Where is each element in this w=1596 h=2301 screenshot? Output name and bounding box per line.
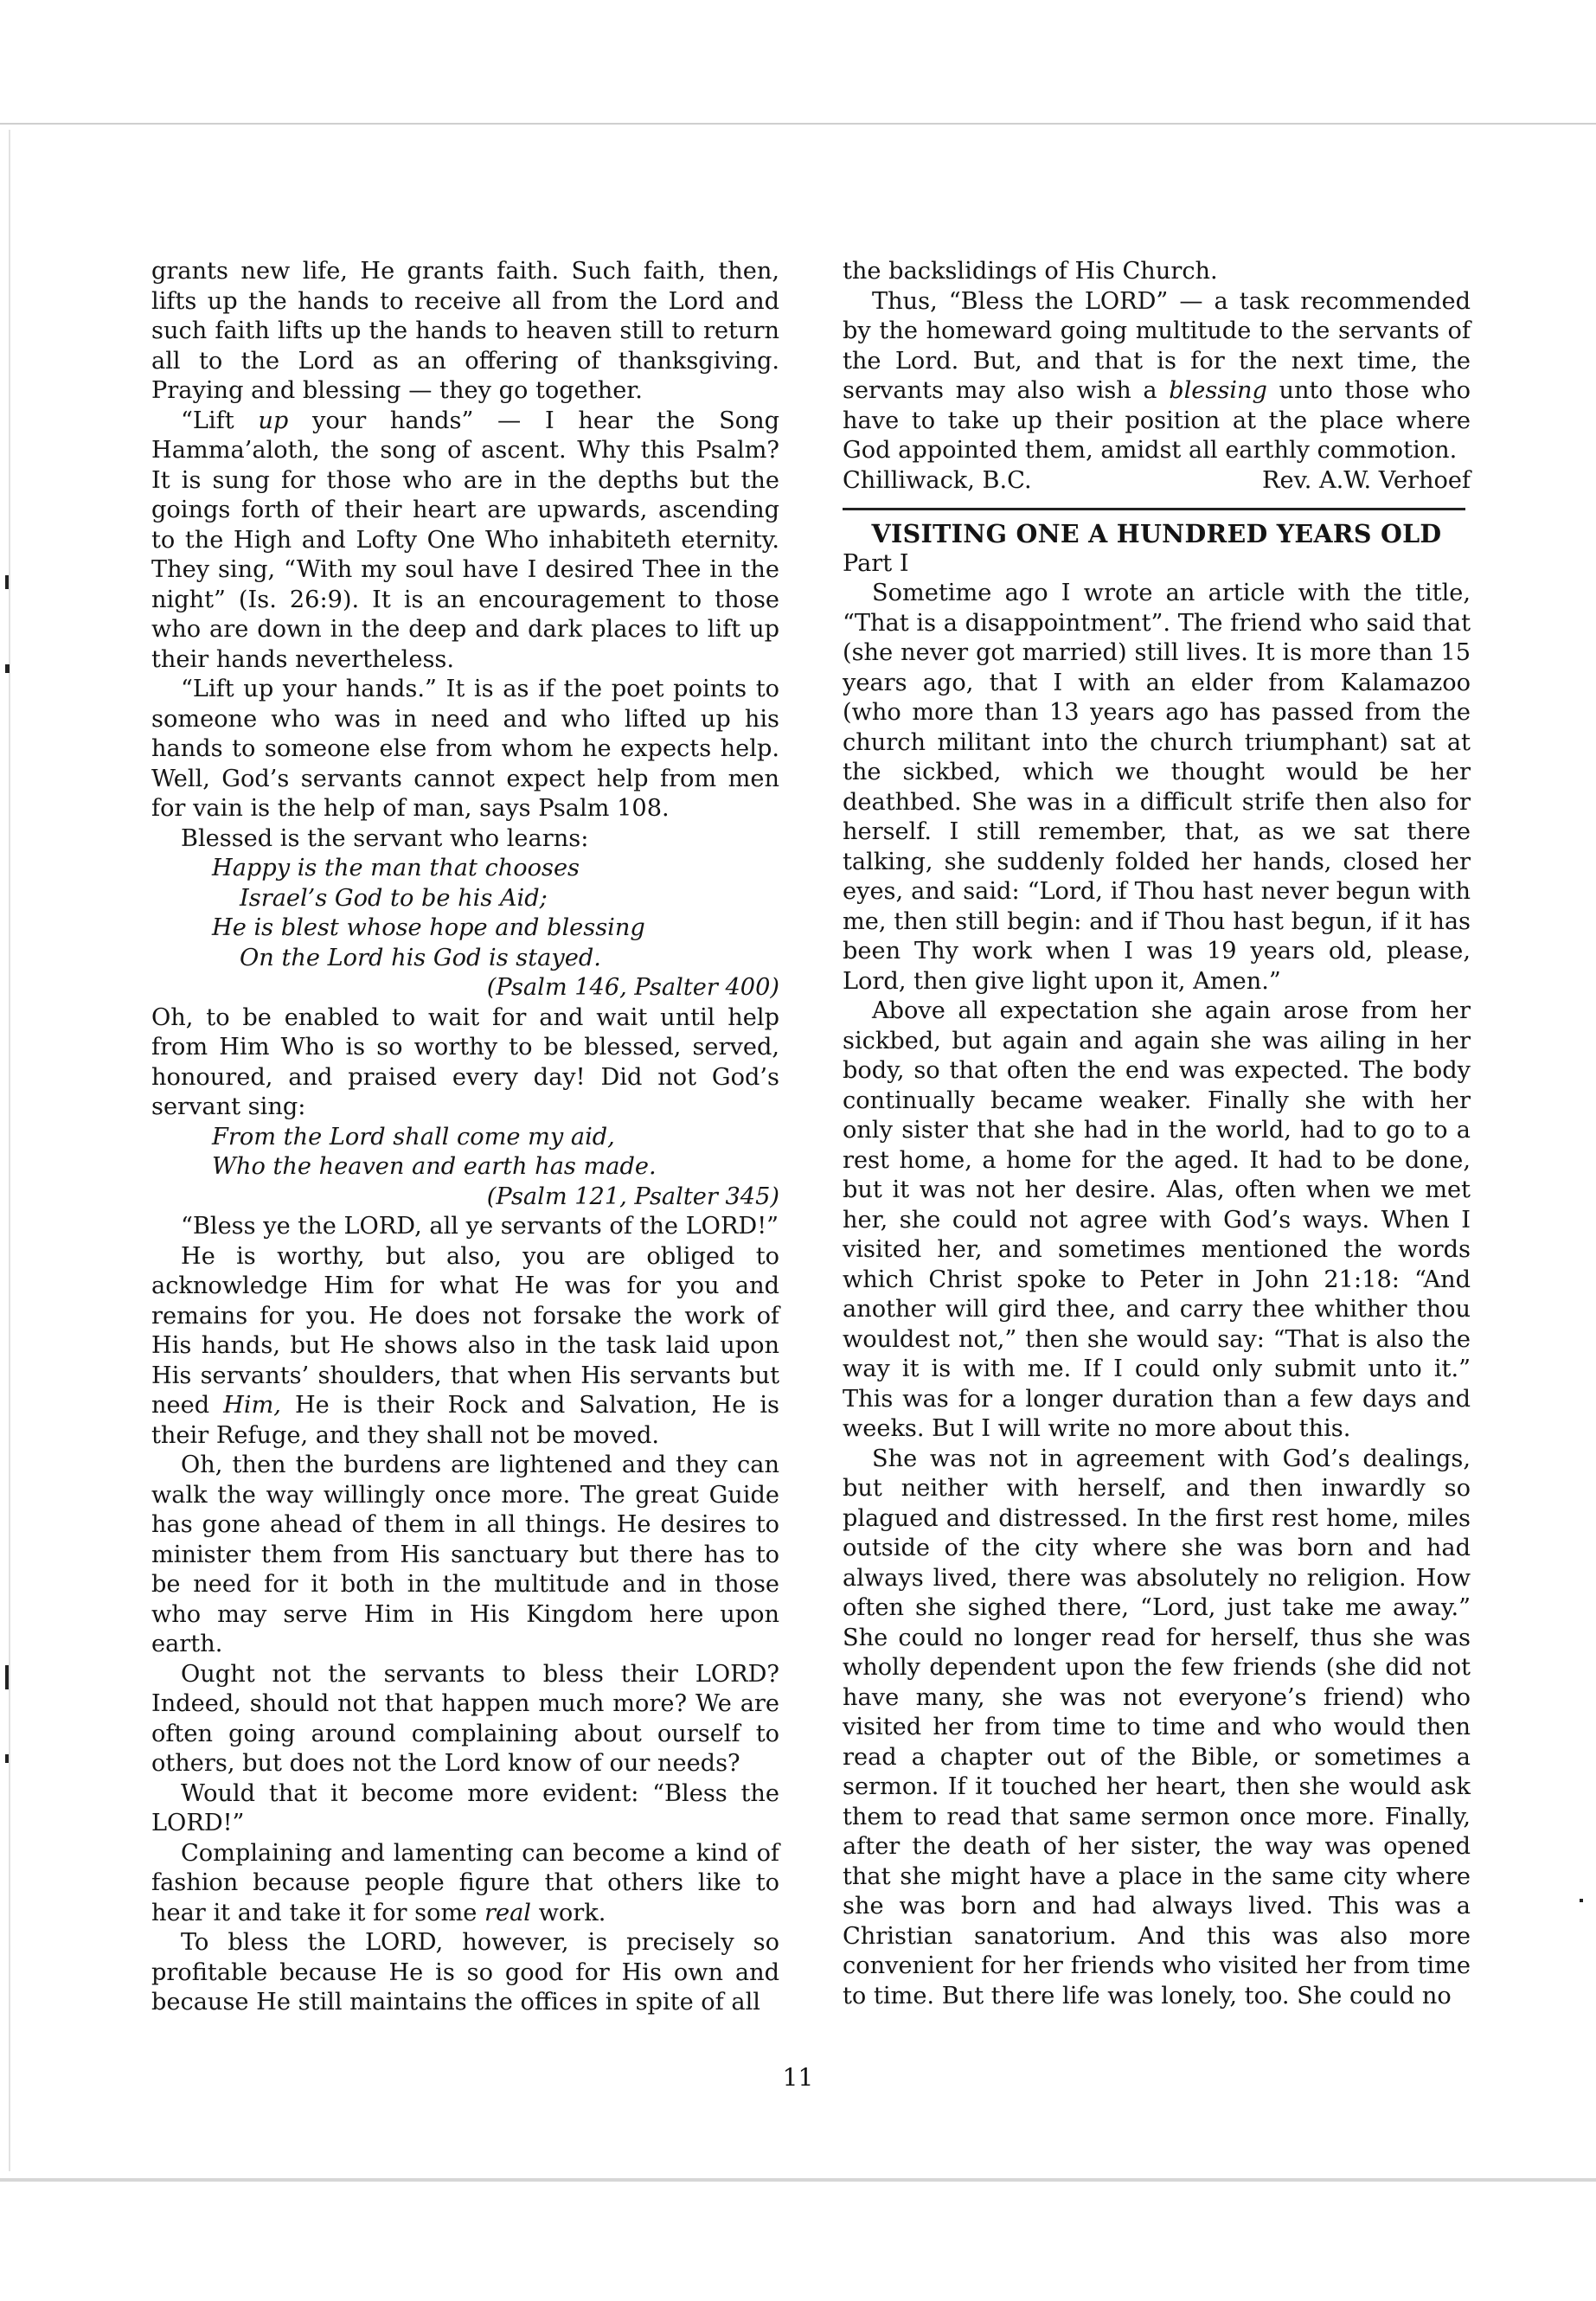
signature-place: Chilliwack, B.C.	[843, 466, 1032, 494]
text-run: work.	[530, 1899, 606, 1926]
paragraph: To bless the LORD, however, is precisely so profitable because He is so good for His own and because He still maintains the offices in spite of all	[151, 1929, 779, 2016]
paragraph: Oh, to be enabled to wait for and wait until help from Him Who is so worthy to be blessed, served, honoured, and praised every day! Did not God’s servant sing:	[151, 1003, 779, 1120]
paragraph: “Bless ye the LORD, all ye servants of the LORD!”	[181, 1213, 779, 1240]
verse-line: From the Lord shall come my aid,	[212, 1123, 615, 1150]
verse-source: (Psalm 146, Psalter 400)	[486, 974, 779, 1001]
text-run: your hands” — I hear the Song Hamma’aloth, the song of ascent. Why this Psalm? It is sung for those who are in the depths but the goings forth of their heart are upwards, ascending to the High and Lofty One Who inhabiteth eternity. They sing, “With my soul have I desired Thee in the night” (Is. 26:9). It is an encouragement to those who are down in the deep and dark places to lift up their hands nevertheless.	[151, 407, 779, 673]
signature-line	[843, 466, 1471, 497]
paragraph: “Lift up your hands.” It is as if the poet points to someone who was in need and who lifted up his hands to someone else from whom he expects help. Well, God’s servants cannot expect help from men for vain is the help of man, says Psalm 108.	[151, 676, 779, 822]
scan-speck	[5, 575, 9, 589]
paragraph: Sometime ago I wrote an article with the title, “That is a disappointment”. The friend who said that (she never got married) still lives. It is more than 15 years ago, that I with an elder from Kalamazoo (who more than 13 years ago has passed from the church militant into the church triumphant) sat at the sickbed, which we thought would be her deathbed. She was in a difficult strife then also for herself. I still remember, that, as we sat there talking, she suddenly folded her hands, closed her eyes, and said: “Lord, if Thou hast never begun with me, then still begin: and if Thou hast begun, if it has been Thy work when I was 19 years old, please, Lord, then give light upon it, Amen.”	[843, 580, 1471, 995]
verse-line: Who the heaven and earth has made.	[212, 1153, 657, 1180]
scan-edge-left	[9, 130, 10, 2171]
scan-speck	[5, 1754, 9, 1763]
signature-name: Rev. A.W. Verhoef	[1262, 466, 1471, 494]
emphasis: real	[484, 1899, 531, 1926]
right-column	[843, 257, 1471, 2011]
verse-line: Happy is the man that chooses	[212, 855, 580, 881]
text-run: Thus, “Bless the LORD” — a task recommended by the homeward going multitude to the servants of the Lord. But, and that is for the next time, the servants may also wish a	[843, 287, 1471, 404]
scan-speck	[5, 664, 10, 673]
paragraph	[151, 1839, 779, 1929]
paragraph: Blessed is the servant who learns:	[181, 824, 589, 852]
text-run: He is their Rock and Salvation, He is their Refuge, and they shall not be moved.	[151, 1392, 779, 1449]
text-run: Complaining and lamenting can become a kind of fashion because people figure that others like to hear it and take it for some	[151, 1839, 779, 1926]
paragraph: Oh, then the burdens are lightened and they can walk the way willingly once more. The great Guide has gone ahead of them in all things. He desires to minister them from His sanctuary but there has to be need for it both in the multitude and in those who may serve Him in His Kingdom here upon earth.	[151, 1452, 779, 1657]
verse-line: He is blest whose hope and blessing	[212, 914, 645, 941]
text-run: unto those who have to take up their position at the place where God appointed them, amidst all earthly commotion.	[843, 377, 1471, 464]
paragraph	[151, 1242, 779, 1452]
paragraph: Would that it become more evident: “Bless the LORD!”	[151, 1779, 779, 1836]
scan-speck	[5, 1665, 9, 1689]
paragraph	[843, 287, 1471, 466]
emphasis: up	[258, 407, 289, 434]
paragraph: the backslidings of His Church.	[843, 258, 1218, 285]
scan-speck	[1580, 1899, 1583, 1902]
paragraph	[151, 407, 779, 676]
section-divider	[843, 508, 1465, 510]
paragraph: Above all expectation she again arose from her sickbed, but again and again she was ailing in her body, so that often the end was expected. The body continually became weaker. Finally she with her only sister that she had in the world, had to go to a rest home, a home for the aged. It had to be done, but it was not her desire. Alas, often when we met her, she could not agree with God’s ways. When I visited her, and sometimes mentioned the words which Christ spoke to Peter in John 21:18: “And another will gird thee, and carry thee whither thou wouldest not,” then she would say: “That is also the way it is with me. If I could only submit unto it.” This was for a longer duration than a few days and weeks. But I will write no more about this.	[843, 997, 1471, 1442]
left-column	[151, 257, 779, 2018]
emphasis: Him,	[223, 1392, 281, 1419]
verse-source: (Psalm 121, Psalter 345)	[486, 1183, 779, 1210]
article-heading: VISITING ONE A HUNDRED YEARS OLD	[871, 519, 1442, 548]
verse-line: On the Lord his God is stayed.	[240, 944, 601, 971]
emphasis: blessing	[1169, 377, 1267, 404]
verse-line: Israel’s God to be his Aid;	[240, 884, 548, 912]
text-run: “Lift	[181, 407, 259, 434]
scan-edge-bottom	[0, 2178, 1596, 2182]
scan-edge-top	[0, 123, 1596, 125]
article-part: Part I	[843, 549, 909, 577]
paragraph: grants new life, He grants faith. Such faith, then, lifts up the hands to receive all from the Lord and such faith lifts up the hands to heaven still to return all to the Lord as an offering of thanksgiving. Praying and blessing — they go together.	[151, 258, 779, 404]
paragraph: She was not in agreement with God’s dealings, but neither with herself, and then inwardly so plagued and distressed. In the first rest home, miles outside of the city where she was born and had always lived, there was absolutely no religion. How often she sighed there, “Lord, just take me away.” She could no longer read for herself, thus she was wholly dependent upon the few friends (she did not have many, she was not everyone’s friend) who visited her from time to time and who would then read a chapter out of the Bible, or sometimes a sermon. If it touched her heart, then she would ask them to read that same sermon once more. Finally, after the death of her sister, the way was opened that she might have a place in the same city where she was born and had always lived. This was a Christian sanatorium. And this was also more convenient for her friends who visited her from time to time. But there life was lonely, too. She could no	[843, 1445, 1471, 2009]
page-number: 11	[782, 2063, 814, 2092]
text-run: He is worthy, but also, you are obliged to acknowledge Him for what He was for you and remains for you. He does not forsake the work of His hands, but He shows also in the task laid upon His servants’ shoulders, that when His servants but need	[151, 1242, 779, 1419]
paragraph: Ought not the servants to bless their LORD? Indeed, should not that happen much more? We are often going around complaining about ourself to others, but does not the Lord know of our needs?	[151, 1660, 779, 1777]
